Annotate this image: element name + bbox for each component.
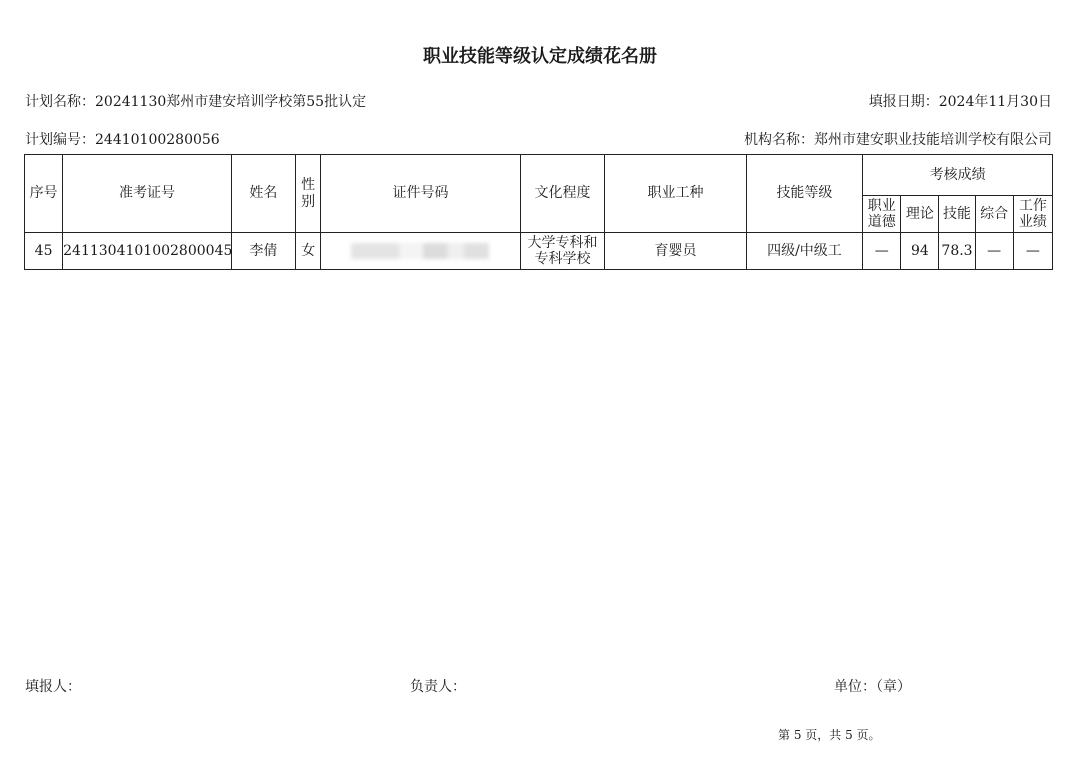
cell-overall: — [975, 233, 1013, 270]
header-occupation: 职业工种 [605, 155, 747, 233]
footer-responsible: 负责人： [410, 679, 466, 695]
cell-occupation: 育婴员 [605, 233, 747, 270]
page-number: 第 5 页，共 5 页。 [778, 728, 881, 742]
table-row [25, 233, 1053, 270]
header-exam-id: 准考证号 [63, 155, 232, 233]
organization-name: 机构名称：郑州市建安职业技能培训学校有限公司 [744, 132, 1052, 148]
cell-skill: 78.3 [939, 233, 975, 270]
header-scores-group: 考核成绩 [863, 155, 1053, 196]
header-seq: 序号 [25, 155, 63, 233]
header-education: 文化程度 [520, 155, 604, 233]
score-roster-table [24, 154, 1053, 270]
header-theory: 理论 [901, 196, 939, 233]
cell-cert-id [321, 233, 521, 270]
header-skill-level: 技能等级 [746, 155, 862, 233]
cell-seq: 45 [25, 233, 63, 270]
cell-gender: 女 [296, 233, 321, 270]
cell-work-performance: — [1013, 233, 1052, 270]
header-name: 姓名 [231, 155, 295, 233]
cell-theory: 94 [901, 233, 939, 270]
fill-date: 填报日期：2024年11月30日 [868, 94, 1052, 110]
table-header-row [25, 155, 1053, 196]
cell-exam-id: 2411304101002800045 [63, 233, 232, 270]
header-work-performance: 工作业绩 [1013, 196, 1052, 233]
plan-number: 计划编号：24410100280056 [25, 132, 220, 148]
footer-filler: 填报人： [25, 679, 81, 695]
cell-education: 大学专科和专科学校 [520, 233, 604, 270]
cell-skill-level: 四级/中级工 [746, 233, 862, 270]
document-title: 职业技能等级认定成绩花名册 [423, 46, 657, 67]
plan-name: 计划名称：20241130郑州市建安培训学校第55批认定 [25, 94, 367, 110]
header-ethics: 职业道德 [863, 196, 901, 233]
footer-unit-seal: 单位：（章） [834, 679, 911, 695]
header-gender: 性别 [296, 155, 321, 233]
redacted-id-blur [351, 243, 489, 259]
cell-name: 李倩 [231, 233, 295, 270]
header-cert-id: 证件号码 [321, 155, 521, 233]
cell-ethics: — [863, 233, 901, 270]
header-overall: 综合 [975, 196, 1013, 233]
header-skill: 技能 [939, 196, 975, 233]
